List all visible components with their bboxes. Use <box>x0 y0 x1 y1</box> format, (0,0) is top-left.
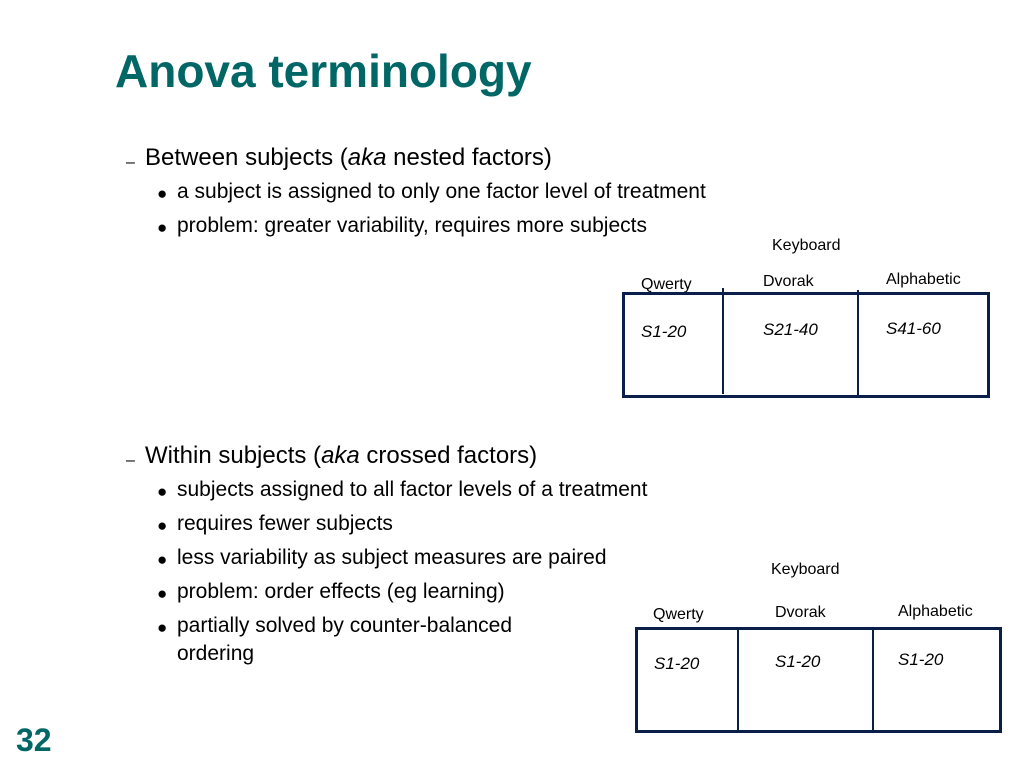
bullet-text: a subject is assigned to only one factor level of treatment <box>177 180 706 203</box>
level-label: Alphabetic <box>886 271 961 288</box>
section-heading-between <box>145 144 552 172</box>
heading-text: Within subjects ( <box>145 442 322 469</box>
level-label: Dvorak <box>763 273 814 290</box>
table-divider <box>722 288 724 394</box>
bullet-text: ordering <box>177 642 255 665</box>
heading-text: nested factors) <box>386 144 552 171</box>
design-table-within <box>635 627 1002 733</box>
table-cell: S41-60 <box>886 319 941 338</box>
table-divider <box>737 627 739 731</box>
level-label: Alphabetic <box>898 603 973 620</box>
heading-text: crossed factors) <box>359 442 538 469</box>
bullet-icon: ● <box>157 482 168 501</box>
bullet-icon: ● <box>157 184 168 203</box>
table-cell: S21-40 <box>763 320 818 339</box>
bullet-text: less variability as subject measures are paired <box>177 546 607 569</box>
table-divider <box>857 290 859 395</box>
heading-text: Between subjects ( <box>145 144 348 171</box>
bullet-icon: ● <box>157 516 168 535</box>
design-table-between <box>622 292 990 398</box>
slide-title: Anova terminology <box>115 45 532 97</box>
table-cell: S1-20 <box>641 322 687 341</box>
bullet-icon: ● <box>157 550 168 569</box>
bullet-icon: ● <box>157 618 168 637</box>
bullet-icon: ● <box>157 584 168 603</box>
table-divider <box>872 628 874 732</box>
bullet-text: problem: order effects (eg learning) <box>177 580 505 603</box>
level-label: Qwerty <box>653 606 704 623</box>
table-cell: S1-20 <box>654 654 700 673</box>
factor-label: Keyboard <box>771 561 840 578</box>
table-cell: S1-20 <box>898 650 944 669</box>
heading-emphasis: aka <box>347 144 387 171</box>
heading-emphasis: aka <box>321 442 360 469</box>
section-marker: – <box>126 452 135 469</box>
section-heading-within <box>145 442 537 470</box>
slide-number: 32 <box>16 722 52 758</box>
level-label: Qwerty <box>641 276 692 293</box>
table-cell: S1-20 <box>775 652 821 671</box>
bullet-text: partially solved by counter-balanced <box>177 614 513 637</box>
bullet-text: requires fewer subjects <box>177 512 393 535</box>
bullet-text: subjects assigned to all factor levels of a treatment <box>177 478 648 501</box>
bullet-icon: ● <box>157 218 168 237</box>
factor-label: Keyboard <box>772 237 841 254</box>
section-marker: – <box>126 154 135 171</box>
level-label: Dvorak <box>775 604 826 621</box>
bullet-text: problem: greater variability, requires more subjects <box>177 214 647 237</box>
